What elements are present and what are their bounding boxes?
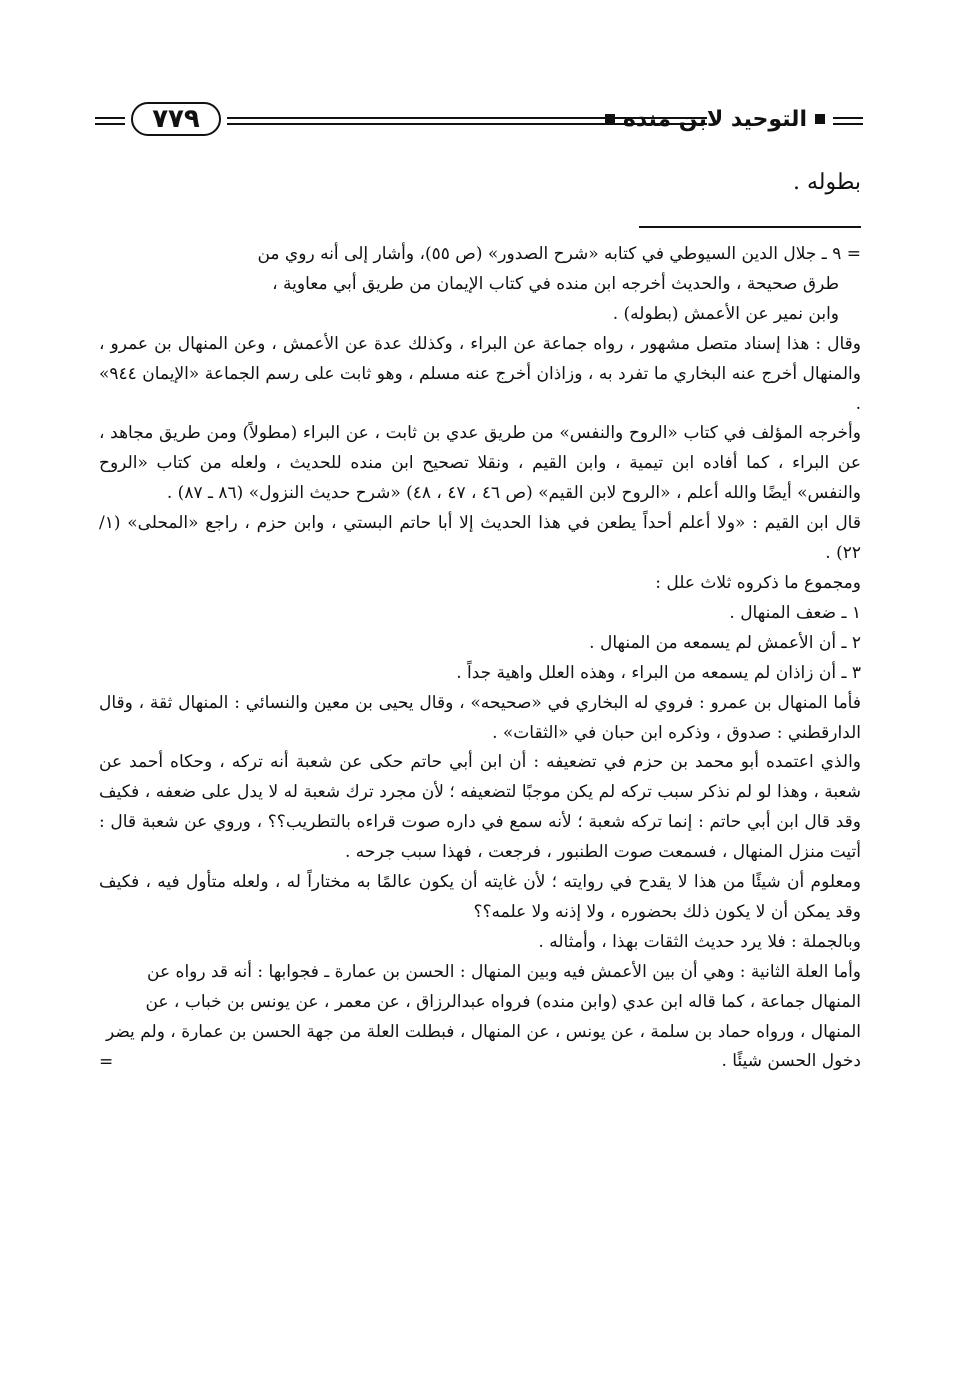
footnote-paragraph: وأخرجه المؤلف في كتاب «الروح والنفس» من طريق عدي بن ثابت ، عن البراء (مطولاً) ومن طريق مجاهد ، عن البراء ، كما أفاده ابن تيمية ، وابن القيم ، ونقلا تصحيح ابن منده للحديث ، ولعله من كتاب «الروح والنفس» أيضًا والله أعلم ، «الروح لابن القيم» (ص ٤٦ ، ٤٧ ، ٤٨) «شرح حديث النزول» (٨٦ ـ ٨٧) . — [99, 423, 862, 504]
square-bullet-icon — [815, 114, 825, 124]
running-header — [95, 98, 863, 144]
square-bullet-icon — [605, 114, 615, 124]
footnote-list-item: ٣ ـ أن زاذان لم يسمعه من البراء ، وهذه العلل واهية جداً . — [456, 662, 861, 683]
page-number — [131, 102, 221, 136]
footnote-paragraph: فأما المنهال بن عمرو : فروي له البخاري في «صحيحه» ، وقال يحيى بن معين والنسائي : المنهال ثقة ، وقال الدارقطني : صدوق ، وذكره ابن حبان في «الثقات» . — [99, 692, 861, 743]
footnote-list-item: ١ ـ ضعف المنهال . — [729, 602, 861, 623]
footnote-line: طرق صحيحة ، والحديث أخرجه ابن منده في كتاب الإيمان من طريق أبي معاوية ، — [272, 273, 839, 294]
footnote-paragraph: ومجموع ما ذكروه ثلاث علل : — [655, 572, 861, 593]
footnote-line: وابن نمير عن الأعمش (بطوله) . — [612, 303, 839, 324]
book-title — [605, 102, 825, 136]
footnote-paragraph: ومعلوم أن شيئًا من هذا لا يقدح في روايته ؛ لأن غايته أن يكون عالمًا به مختاراً له ، ولعله متأول فيه ، فكيف وقد يمكن أن لا يكون ذلك بحضوره ، ولا إذنه ولا علمه؟؟ — [99, 872, 861, 922]
header-rule-right — [833, 117, 863, 125]
footnote-divider — [639, 226, 861, 228]
footnote-list-item: ٢ ـ أن الأعمش لم يسمعه من المنهال . — [589, 632, 861, 653]
header-rule-left — [95, 117, 125, 125]
footnote-paragraph: والذي اعتمده أبو محمد بن حزم في تضعيفه : أن ابن أبي حاتم حكى عن شعبة أنه تركه ، وحكاه أحمد عن شعبة ، وهذا لو لم نذكر سبب تركه لم يكن موجبًا لتضعيفه ؛ لأن مجرد ترك شعبة له لا يدل على ضعفه ، فكيف وقد قال ابن أبي حاتم : إنما تركه شعبة ؛ لأنه سمع في داره صوت قراءه بالتطريب؟؟ ، وروي عن شعبة قال : أتيت منزل المنهال ، فسمعت صوت الطنبور ، فرجعت ، فهذا سبب جرحه . — [99, 752, 861, 863]
continuation-mark: = — [99, 1052, 114, 1073]
footnote-paragraph: وقال : هذا إسناد متصل مشهور ، رواه جماعة عن البراء ، وكذلك عدة عن الأعمش ، وعن المنهال بن عمرو ، والمنهال أخرج عنه البخاري ما تفرد به ، وزاذان أخرج عنه مسلم ، وهو ثابت على رسم الجماعة «الإيمان ٩٤٤» . — [99, 333, 861, 414]
main-text-tail: بطوله . — [792, 170, 861, 195]
page-number-text: ٧٧٩ — [152, 104, 200, 134]
footnote-paragraph: وبالجملة : فلا يرد حديث الثقات بهذا ، وأمثاله . — [538, 931, 861, 952]
footnote-paragraph: وأما العلة الثانية : وهي أن بين الأعمش فيه وبين المنهال : الحسن بن عمارة ـ فجوابها : أنه قد رواه عن المنهال جماعة ، كما قاله ابن عدي (وابن منده) فرواه عبدالرزاق ، عن معمر ، عن يونس بن خباب ، عن المنهال ، ورواه حماد بن سلمة ، عن يونس ، عن المنهال ، فبطلت العلة من جهة الحسن بن عمارة ، ولم يضر دخول الحسن شيئًا . — [105, 961, 861, 1072]
footnote-paragraph: قال ابن القيم : «ولا أعلم أحداً يطعن في هذا الحديث إلا أبا حاتم البستي ، وابن حزم ، راجع «المحلى» (١/ ٢٢) . — [99, 513, 861, 564]
footnote-body — [99, 240, 861, 1077]
book-title-text: التوحيد لابن منده — [622, 106, 807, 132]
footnote-line: = ٩ ـ جلال الدين السيوطي في كتابه «شرح الصدور» (ص ٥٥)، وأشار إلى أنه روي من — [257, 244, 861, 264]
